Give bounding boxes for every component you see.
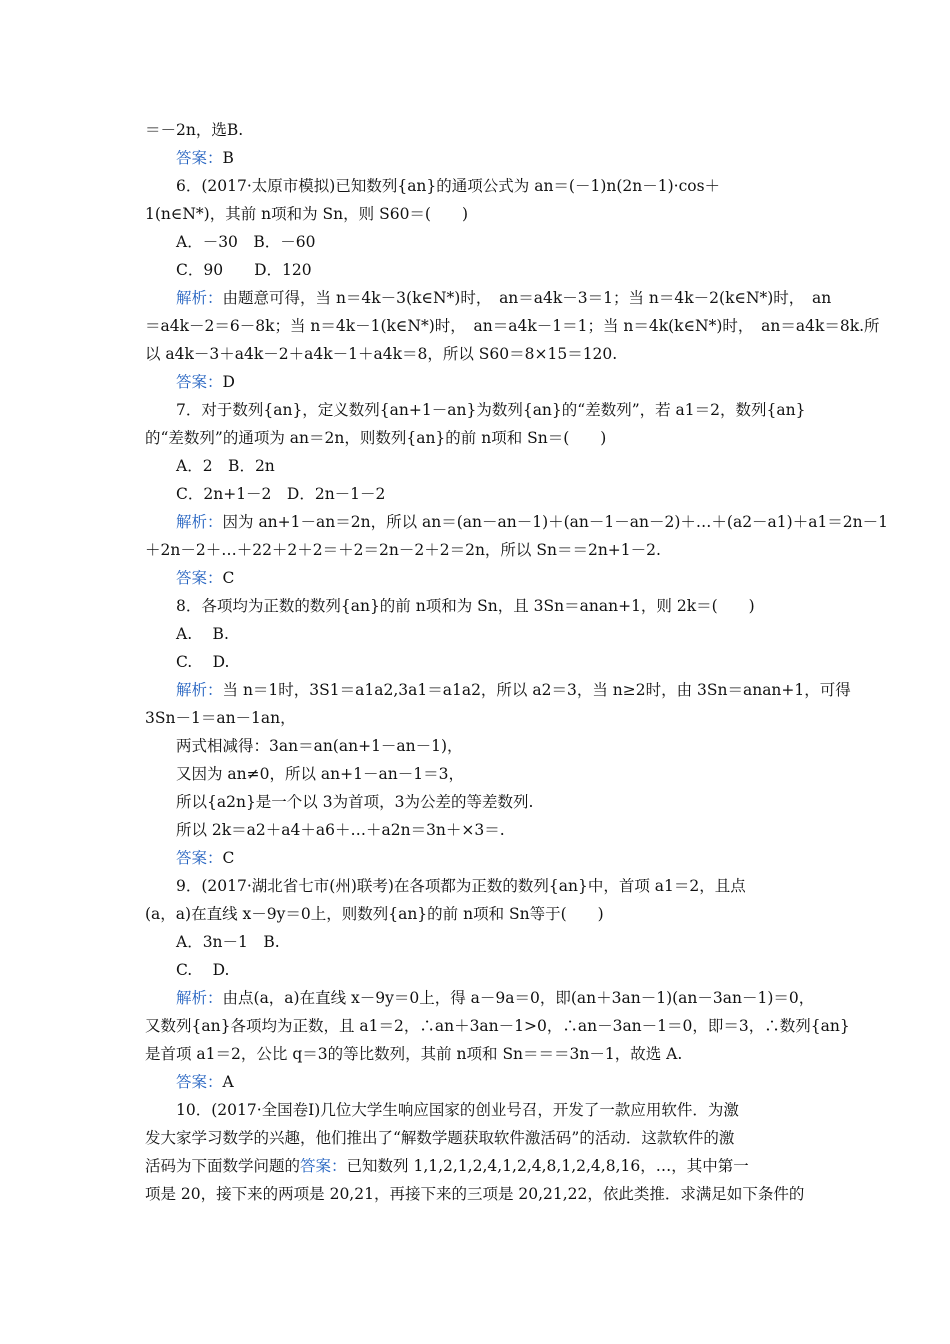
answer-line: 答案：C bbox=[176, 569, 235, 587]
analysis-line: 解析：由题意可得，当 n＝4k－3(k∈N*)时， an＝a4k－3＝1；当 n＝4k－2(k∈N*)时， an bbox=[176, 289, 832, 307]
analysis-label: 解析： bbox=[176, 513, 223, 531]
answer-label: 答案： bbox=[176, 569, 223, 587]
choice-line: C. D. bbox=[176, 961, 230, 979]
text-line: 所以 2k＝a2＋a4＋a6＋…＋a2n＝3n＋×3＝. bbox=[176, 821, 505, 839]
choice-line: A. B. bbox=[176, 625, 229, 643]
answer-line: 答案：B bbox=[176, 149, 234, 167]
text-line: 活码为下面数学问题的答案：已知数列 1,1,2,1,2,4,1,2,4,8,1,2,4,8,16，…，其中第一 bbox=[145, 1157, 749, 1175]
answer-label: 答案： bbox=[176, 373, 223, 391]
text-line: 发大家学习数学的兴趣，他们推出了“解数学题获取软件激活码”的活动．这款软件的激 bbox=[145, 1129, 735, 1147]
analysis-line: 解析：由点(a，a)在直线 x－9y＝0上，得 a－9a＝0，即(an＋3an－1)(an－3an－1)＝0， bbox=[176, 989, 815, 1007]
choice-line: C．90 D．120 bbox=[176, 261, 312, 279]
text-line: 两式相减得：3an＝an(an+1－an－1)， bbox=[176, 737, 463, 755]
answer-label: 答案： bbox=[176, 1073, 223, 1091]
answer-label: 答案： bbox=[300, 1157, 347, 1175]
choice-line: A．3n－1 B. bbox=[176, 933, 280, 951]
analysis-label: 解析： bbox=[176, 681, 223, 699]
question-9-line: 9．(2017·湖北省七市(州)联考)在各项都为正数的数列{an}中，首项 a1＝2，且点 bbox=[176, 877, 746, 895]
analysis-line: 解析：因为 an+1－an＝2n，所以 an＝(an－an－1)＋(an－1－an－2)＋…＋(a2－a1)＋a1＝2n－1 bbox=[176, 513, 889, 531]
answer-line: 答案：A bbox=[176, 1073, 234, 1091]
text-line: 3Sn－1＝an－1an， bbox=[145, 709, 296, 727]
text-line: 以 a4k－3＋a4k－2＋a4k－1＋a4k＝8，所以 S60＝8×15＝120. bbox=[145, 345, 618, 363]
analysis-line: 解析：当 n＝1时，3S1＝a1a2,3a1＝a1a2，所以 a2＝3，当 n≥2时，由 3Sn＝anan+1，可得 bbox=[176, 681, 851, 699]
choice-line: A．2 B．2n bbox=[176, 457, 275, 475]
text-line: 项是 20，接下来的两项是 20,21，再接下来的三项是 20,21,22，依此类推．求满足如下条件的 bbox=[145, 1185, 805, 1203]
question-10-line: 10．(2017·全国卷Ⅰ)几位大学生响应国家的创业号召，开发了一款应用软件．为激 bbox=[176, 1101, 739, 1119]
question-6-line: 6．(2017·太原市模拟)已知数列{an}的通项公式为 an＝(－1)n(2n－1)·cos＋ bbox=[176, 177, 721, 195]
choice-line: C. D. bbox=[176, 653, 230, 671]
answer-label: 答案： bbox=[176, 149, 223, 167]
text-line: 所以{a2n}是一个以 3为首项，3为公差的等差数列. bbox=[176, 793, 534, 811]
analysis-label: 解析： bbox=[176, 289, 223, 307]
question-7-line: 7．对于数列{an}，定义数列{an+1－an}为数列{an}的“差数列”，若 a1＝2，数列{an} bbox=[176, 401, 806, 419]
answer-label: 答案： bbox=[176, 849, 223, 867]
text-line: ＝－2n，选B. bbox=[145, 121, 244, 139]
text-line: ＋2n－2＋…＋22＋2＋2＝＋2＝2n－2＋2＝2n，所以 Sn＝＝2n+1－2. bbox=[145, 541, 661, 559]
text-line: ＝a4k－2＝6－8k；当 n＝4k－1(k∈N*)时， an＝a4k－1＝1；当 n＝4k(k∈N*)时， an＝a4k＝8k.所 bbox=[145, 317, 880, 335]
text-line: 1(n∈N*)，其前 n项和为 Sn，则 S60＝( ) bbox=[145, 205, 469, 223]
text-line: 的“差数列”的通项为 an＝2n，则数列{an}的前 n项和 Sn＝( ) bbox=[145, 429, 607, 447]
text-line: 又数列{an}各项均为正数，且 a1＝2，∴an＋3an－1>0，∴an－3an－1＝0，即＝3，∴数列{an} bbox=[145, 1017, 850, 1035]
choice-line: C．2n+1－2 D．2n－1－2 bbox=[176, 485, 386, 503]
analysis-label: 解析： bbox=[176, 989, 223, 1007]
text-line: (a，a)在直线 x－9y＝0上，则数列{an}的前 n项和 Sn等于( ) bbox=[145, 905, 604, 923]
text-line: 是首项 a1＝2，公比 q＝3的等比数列，其前 n项和 Sn＝＝＝3n－1，故选 A. bbox=[145, 1045, 683, 1063]
answer-line: 答案：D bbox=[176, 373, 235, 391]
answer-line: 答案：C bbox=[176, 849, 235, 867]
text-line: 又因为 an≠0，所以 an+1－an－1＝3， bbox=[176, 765, 464, 783]
choice-line: A．－30 B．－60 bbox=[176, 233, 316, 251]
question-8-line: 8．各项均为正数的数列{an}的前 n项和为 Sn，且 3Sn＝anan+1，则 2k＝( ) bbox=[176, 597, 755, 615]
